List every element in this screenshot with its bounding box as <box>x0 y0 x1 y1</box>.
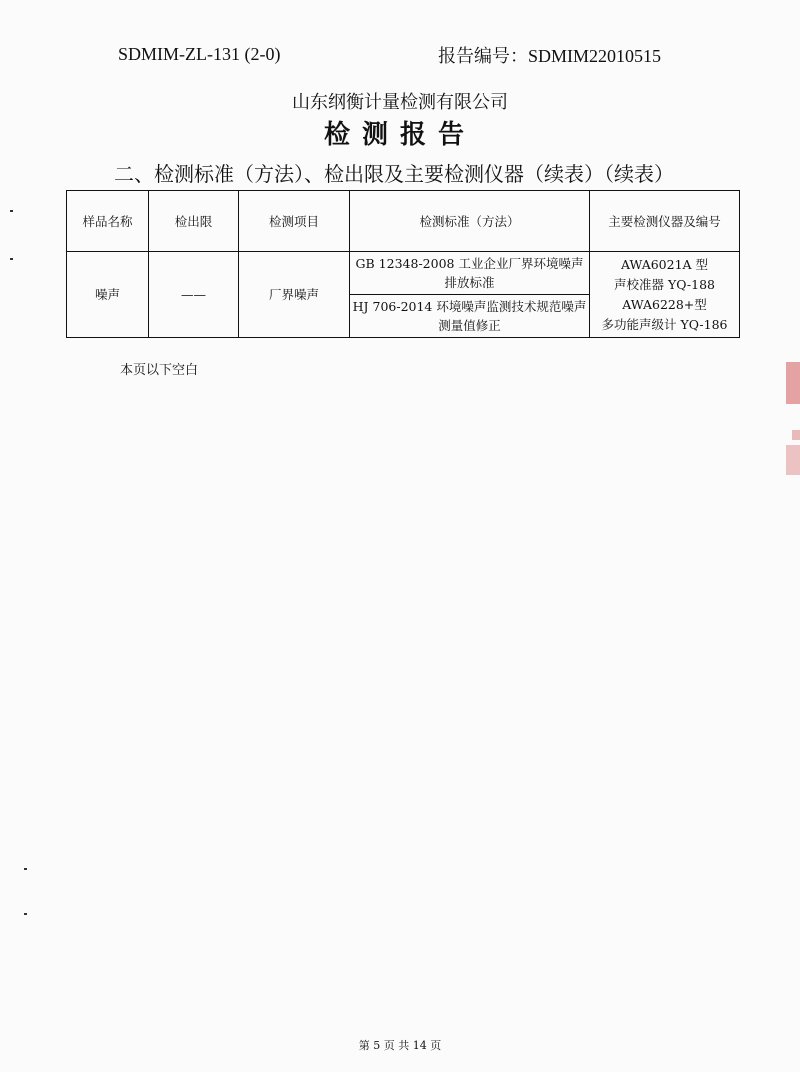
header-detection-limit: 检出限 <box>149 191 239 252</box>
instrument-line: AWA6021A 型 <box>620 256 709 272</box>
instrument-line: AWA6228+型 <box>622 296 707 312</box>
scan-speck <box>10 210 13 212</box>
stamp-fragment <box>786 362 800 404</box>
cell-test-item: 厂界噪声 <box>239 252 350 338</box>
company-name: 山东纲衡计量检测有限公司 <box>292 92 508 113</box>
scan-speck <box>10 258 13 260</box>
header-test-item: 检测项目 <box>239 191 350 252</box>
stamp-fragment <box>792 430 800 440</box>
page-number: 第 5 页 共 14 页 <box>358 1039 442 1052</box>
scan-speck <box>24 868 27 870</box>
section-title: 二、检测标准（方法）、检出限及主要检测仪器（续表）（续表） <box>114 162 674 186</box>
form-code: SDMIM-ZL-131 (2-0) <box>118 44 281 64</box>
scan-speck <box>24 913 27 915</box>
cell-standard-2: HJ 706-2014 环境噪声监测技术规范噪声测量值修正 <box>350 295 590 338</box>
header-sample-name: 样品名称 <box>67 191 149 252</box>
table-header-row <box>67 191 740 252</box>
cell-detection-limit: —— <box>149 252 239 338</box>
table-row <box>67 252 740 295</box>
standards-table <box>66 190 740 338</box>
header-instruments: 主要检测仪器及编号 <box>590 191 740 252</box>
header-test-standard: 检测标准（方法） <box>350 191 590 252</box>
instrument-line: 多功能声级计 YQ-186 <box>601 316 728 332</box>
cell-instruments <box>590 252 740 338</box>
cell-sample-name: 噪声 <box>67 252 149 338</box>
stamp-fragment <box>786 445 800 475</box>
blank-note: 本页以下空白 <box>120 363 199 378</box>
cell-standard-1: GB 12348-2008 工业企业厂界环境噪声排放标准 <box>350 252 590 295</box>
instrument-line: 声校准器 YQ-188 <box>613 276 715 292</box>
report-title: 检测报告 <box>323 120 476 150</box>
report-number: 报告编号：SDMIM22010515 <box>438 46 662 66</box>
